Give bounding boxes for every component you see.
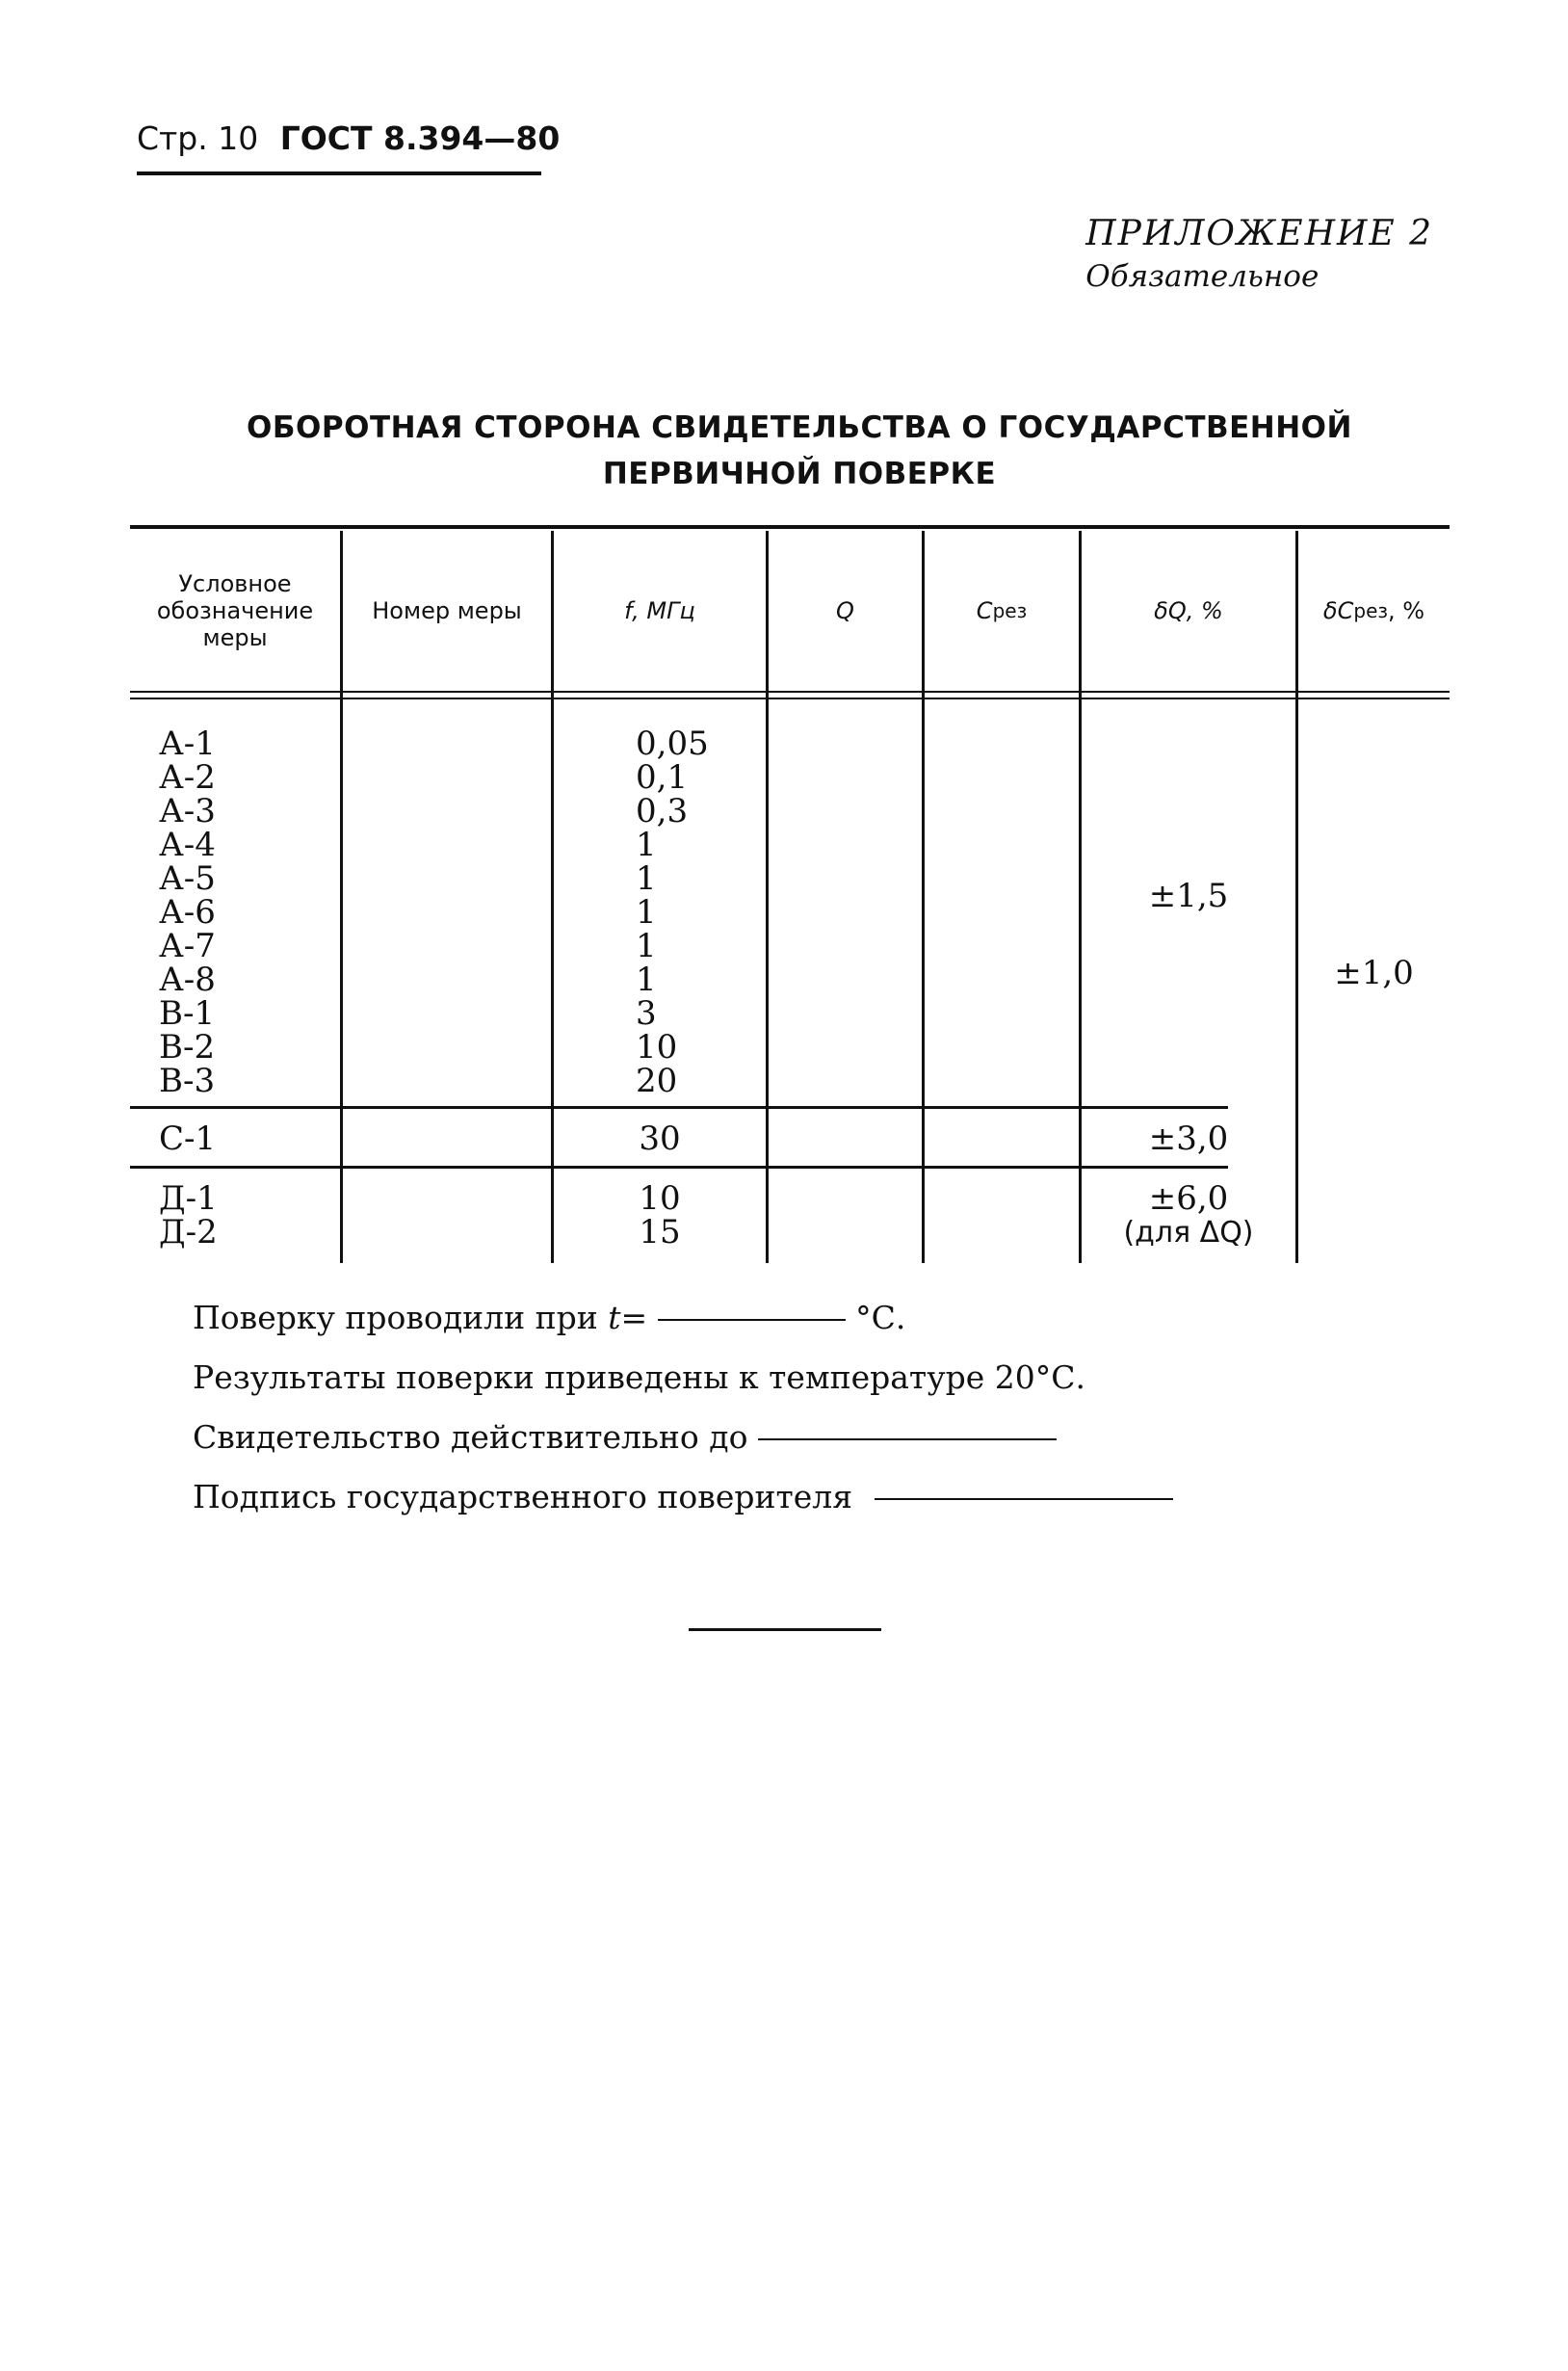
temperature-label: Поверку проводили при xyxy=(193,1299,598,1336)
group2-dq-value: ±3,0 xyxy=(1148,1120,1229,1158)
frequency-cell: 10 xyxy=(639,1179,681,1218)
frequency-cell: 0,3 xyxy=(636,792,689,830)
frequency-cell: 15 xyxy=(639,1213,681,1251)
validity-blank[interactable] xyxy=(758,1438,1057,1440)
symbol-cell: В-3 xyxy=(159,1062,216,1100)
group3-dq-line-1: ±6,0 xyxy=(1148,1179,1229,1218)
header-c-res xyxy=(925,533,1079,689)
header-dc-symbol: δC xyxy=(1322,597,1354,624)
symbol-cell: А-7 xyxy=(159,927,216,965)
temperature-variable: t= xyxy=(608,1299,648,1336)
group3-frequencies xyxy=(554,1179,766,1251)
appendix-status: Обязательное xyxy=(1085,259,1320,294)
signature-line xyxy=(193,1478,1173,1515)
symbol-cell: Д-1 xyxy=(159,1179,218,1218)
temperature-line xyxy=(193,1299,905,1336)
document-title xyxy=(173,405,1425,497)
end-rule xyxy=(689,1628,881,1631)
symbol-cell: В-2 xyxy=(159,1028,216,1067)
dc-res-value: ±1,0 xyxy=(1334,954,1414,992)
header-dc-unit: , % xyxy=(1388,597,1425,624)
group2-bottom-rule xyxy=(130,1166,1228,1169)
frequency-cell: 3 xyxy=(636,994,657,1033)
frequency-cell: 1 xyxy=(636,826,657,864)
running-header xyxy=(137,119,560,157)
symbol-cell: А-2 xyxy=(159,758,216,797)
page-label: Стр. 10 xyxy=(137,119,259,157)
title-line-2: ПЕРВИЧНОЙ ПОВЕРКЕ xyxy=(602,457,997,491)
group2-frequency: 30 xyxy=(639,1120,681,1158)
header-c-subscript: рез xyxy=(992,599,1028,622)
symbol-cell: А-5 xyxy=(159,859,216,898)
symbol-cell: А-8 xyxy=(159,961,216,999)
group1-bottom-rule xyxy=(130,1106,1228,1109)
header-symbol-line-2: обозначение xyxy=(156,597,314,624)
header-rule xyxy=(137,171,541,175)
header-symbol-line-1: Условное xyxy=(178,570,292,597)
frequency-cell: 10 xyxy=(636,1028,678,1067)
group3-symbols xyxy=(159,1179,218,1251)
header-rule-2 xyxy=(130,698,1450,699)
symbol-cell: А-1 xyxy=(159,724,216,763)
appendix-title: ПРИЛОЖЕНИЕ 2 xyxy=(1085,214,1433,253)
header-dc-res xyxy=(1298,533,1450,689)
group1-frequencies xyxy=(636,724,709,1100)
header-c-symbol: C xyxy=(976,597,993,624)
symbol-cell: В-1 xyxy=(159,994,216,1033)
signature-blank[interactable] xyxy=(875,1498,1173,1500)
frequency-cell: 1 xyxy=(636,961,657,999)
appendix-label xyxy=(1085,214,1433,294)
header-q: Q xyxy=(836,597,854,624)
header-symbol xyxy=(130,533,340,689)
frequency-cell: 1 xyxy=(636,927,657,965)
group3-dq-line-2: (для ΔQ) xyxy=(1123,1216,1254,1250)
verification-table xyxy=(130,525,1450,1267)
frequency-cell: 0,05 xyxy=(636,724,709,763)
frequency-cell: 1 xyxy=(636,893,657,932)
header-rule-1 xyxy=(130,691,1450,693)
header-symbol-line-3: меры xyxy=(202,624,268,651)
group3-dq-value xyxy=(1082,1179,1295,1250)
table-top-rule xyxy=(130,525,1450,529)
symbol-cell: А-3 xyxy=(159,792,216,830)
header-dc-subscript: рез xyxy=(1353,599,1389,622)
header-frequency: f, МГц xyxy=(624,597,695,624)
symbol-cell: А-4 xyxy=(159,826,216,864)
frequency-cell: 1 xyxy=(636,859,657,898)
header-number: Номер меры xyxy=(372,597,522,624)
frequency-cell: 20 xyxy=(636,1062,678,1100)
signature-label: Подпись государственного поверителя xyxy=(193,1478,853,1515)
group2-symbol: С-1 xyxy=(159,1120,217,1158)
symbol-cell: А-6 xyxy=(159,893,216,932)
results-line: Результаты поверки приведены к температуре 20°С. xyxy=(193,1358,1085,1396)
temperature-blank[interactable] xyxy=(658,1319,846,1321)
header-dq: δQ, % xyxy=(1154,597,1223,624)
validity-label: Свидетельство действительно до xyxy=(193,1418,748,1456)
temperature-unit: °С. xyxy=(855,1299,906,1336)
group1-dq-value: ±1,5 xyxy=(1148,877,1229,915)
symbol-cell: Д-2 xyxy=(159,1213,218,1251)
standard-number: ГОСТ 8.394—80 xyxy=(279,119,561,157)
title-line-1: ОБОРОТНАЯ СТОРОНА СВИДЕТЕЛЬСТВА О ГОСУДАРСТВЕННОЙ xyxy=(247,410,1352,445)
validity-line xyxy=(193,1418,1057,1456)
frequency-cell: 0,1 xyxy=(636,758,689,797)
group1-symbols xyxy=(159,724,216,1100)
